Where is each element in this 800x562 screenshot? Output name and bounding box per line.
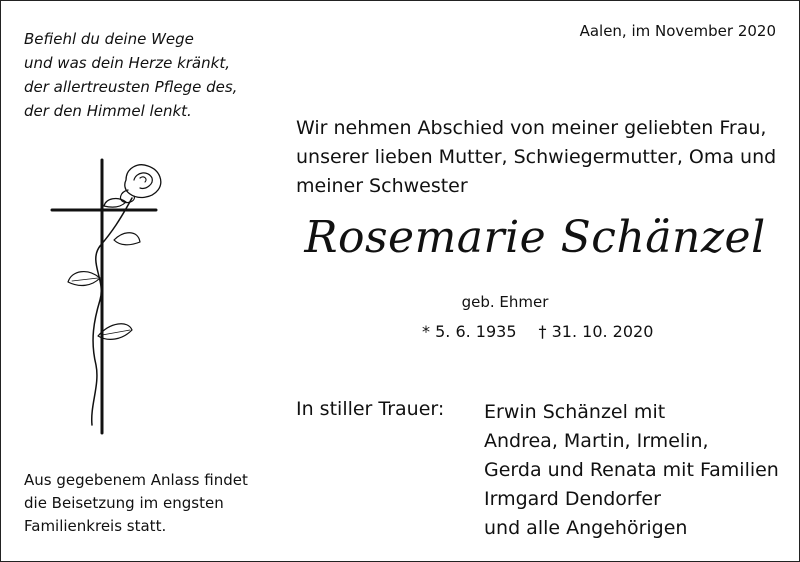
cross-with-rose-icon xyxy=(40,150,180,440)
mourner-line: Andrea, Martin, Irmelin, xyxy=(484,430,709,452)
mourner-line: und alle Angehörigen xyxy=(484,517,688,539)
place-date: Aalen, im November 2020 xyxy=(579,22,776,40)
verse-line: und was dein Herze kränkt, xyxy=(24,54,230,72)
birth-name: geb. Ehmer xyxy=(461,293,549,311)
deceased-name: Rosemarie Schänzel xyxy=(304,212,766,263)
mourner-line: Erwin Schänzel mit xyxy=(484,401,666,423)
mourner-line: Gerda und Renata mit Familien xyxy=(484,459,779,481)
life-dates xyxy=(422,322,653,341)
verse-line: der allertreusten Pflege des, xyxy=(24,78,238,96)
mourners-list xyxy=(484,398,779,543)
death-date: † 31. 10. 2020 xyxy=(538,322,654,341)
funeral-line: Familienkreis statt. xyxy=(24,517,167,535)
mourner-line: Irmgard Dendorfer xyxy=(484,488,661,510)
funeral-line: die Beisetzung im engsten xyxy=(24,494,224,512)
verse-line: der den Himmel lenkt. xyxy=(24,102,192,120)
mourning-label: In stiller Trauer: xyxy=(296,398,445,420)
birth-date: * 5. 6. 1935 xyxy=(422,322,517,341)
announcement-line: meiner Schwester xyxy=(296,175,468,197)
announcement-line: unserer lieben Mutter, Schwiegermutter, Oma und xyxy=(296,146,777,168)
announcement-line: Wir nehmen Abschied von meiner geliebten Frau, xyxy=(296,117,767,139)
funeral-note xyxy=(24,469,264,538)
verse-line: Befiehl du deine Wege xyxy=(24,30,194,48)
bible-verse xyxy=(24,27,264,123)
funeral-line: Aus gegebenem Anlass findet xyxy=(24,471,248,489)
announcement-text xyxy=(296,114,786,201)
